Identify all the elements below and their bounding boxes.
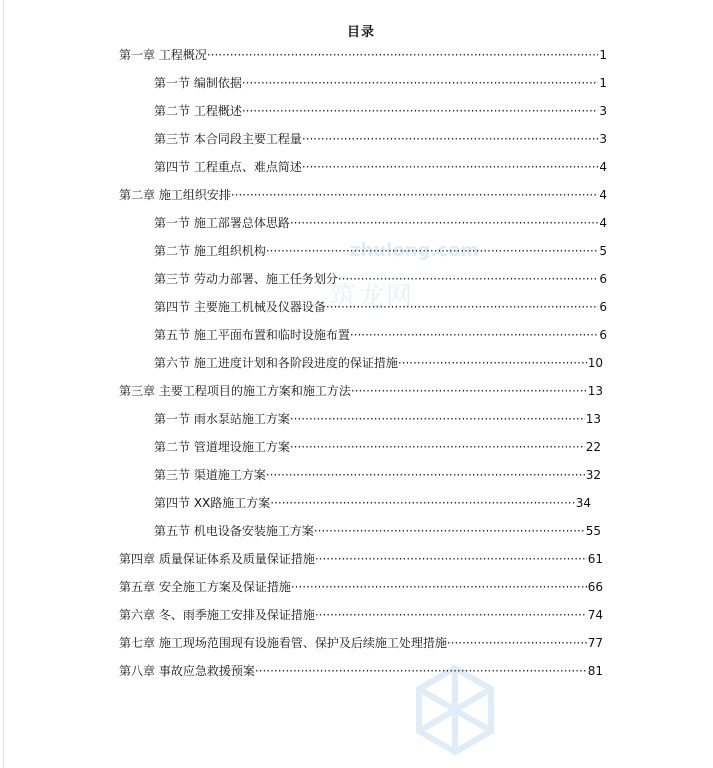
toc-entry[interactable] — [154, 270, 607, 288]
toc-entry-text: 第三节 渠道施工方案 — [154, 468, 266, 482]
toc-page-number: 66 — [587, 580, 603, 594]
toc-page-number: 81 — [587, 664, 603, 678]
toc-page-number: 4 — [599, 188, 607, 202]
toc-entry-text: 第二节 施工组织机构 — [154, 244, 266, 258]
watermark-text-cn: 筑龙网 — [330, 282, 415, 312]
toc-entry-text: 第七章 施工现场范围现有设施看管、保护及后续施工处理措施 — [119, 636, 447, 650]
toc-entry-text: 第一节 雨水泵站施工方案 — [154, 412, 290, 426]
toc-leader-dots — [314, 522, 585, 540]
toc-page-number: 77 — [587, 636, 603, 650]
toc-entry-text: 第五节 机电设备安装施工方案 — [154, 524, 314, 538]
toc-entry[interactable] — [119, 46, 607, 64]
toc-page-number: 3 — [599, 132, 607, 146]
toc-entry-text: 第六节 施工进度计划和各阶段进度的保证措施 — [154, 356, 398, 370]
toc-leader-dots — [302, 130, 599, 148]
toc-leader-dots — [255, 662, 587, 680]
toc-page-number: 55 — [585, 524, 601, 538]
toc-leader-dots — [207, 46, 599, 64]
toc-entry[interactable] — [154, 410, 601, 428]
toc-leader-dots — [270, 494, 574, 512]
toc-entry-text: 第五节 施工平面布置和临时设施布置 — [154, 328, 350, 342]
toc-entry[interactable] — [154, 326, 607, 344]
toc-entry[interactable] — [154, 494, 591, 512]
toc-entry-text: 第四节 工程重点、难点简述 — [154, 160, 302, 174]
toc-leader-dots — [315, 550, 587, 568]
toc-leader-dots — [447, 634, 587, 652]
toc-entry-text: 第一章 工程概况 — [119, 48, 207, 62]
toc-entry-text: 第八章 事故应急救援预案 — [119, 664, 255, 678]
toc-leader-dots — [242, 102, 599, 120]
toc-page-number: 74 — [587, 608, 603, 622]
toc-entry[interactable] — [119, 186, 607, 204]
toc-entry-text: 第二节 工程概述 — [154, 104, 242, 118]
toc-entry-text: 第三节 劳动力部署、施工任务划分 — [154, 272, 338, 286]
toc-entry-text: 第四节 XX路施工方案 — [154, 496, 271, 510]
toc-entry[interactable] — [154, 242, 607, 260]
toc-title: 目录 — [346, 25, 375, 40]
toc-entry[interactable] — [154, 298, 607, 316]
toc-entry[interactable] — [119, 662, 603, 680]
toc-entry[interactable] — [154, 522, 601, 540]
toc-page-number: 6 — [599, 300, 607, 314]
toc-page-number: 1 — [599, 76, 607, 90]
toc-entry[interactable] — [154, 158, 607, 176]
toc-entry[interactable] — [119, 578, 603, 596]
toc-page-number: 22 — [585, 440, 601, 454]
toc-leader-dots — [302, 158, 599, 176]
toc-entry[interactable] — [154, 130, 607, 148]
toc-entry-text: 第一节 编制依据 — [154, 76, 242, 90]
toc-entry[interactable] — [119, 382, 603, 400]
toc-leader-dots — [351, 382, 587, 400]
toc-entry[interactable] — [154, 214, 607, 232]
toc-leader-dots — [350, 326, 599, 344]
toc-entry[interactable] — [154, 466, 601, 484]
toc-leader-dots — [290, 410, 585, 428]
toc-page-number: 5 — [599, 244, 607, 258]
toc-entry-text: 第二章 施工组织安排 — [119, 188, 231, 202]
toc-entry[interactable] — [154, 438, 601, 456]
toc-entry[interactable] — [154, 354, 603, 372]
toc-page-number: 4 — [599, 216, 607, 230]
toc-entry[interactable] — [119, 606, 603, 624]
toc-page-number: 32 — [585, 468, 601, 482]
toc-leader-dots — [231, 186, 599, 204]
toc-leader-dots — [242, 74, 599, 92]
toc-entry[interactable] — [119, 550, 603, 568]
toc-entry[interactable] — [154, 102, 607, 120]
toc-page-number: 3 — [599, 104, 607, 118]
toc-leader-dots — [266, 466, 585, 484]
toc-leader-dots — [315, 606, 587, 624]
toc-entry-text: 第三节 本合同段主要工程量 — [154, 132, 302, 146]
toc-leader-dots — [398, 354, 587, 372]
toc-entry[interactable] — [119, 634, 603, 652]
toc-page-number: 1 — [599, 48, 607, 62]
toc-leader-dots — [290, 214, 599, 232]
toc-page-number: 6 — [599, 272, 607, 286]
toc-leader-dots — [266, 242, 599, 260]
toc-entry-text: 第四章 质量保证体系及质量保证措施 — [119, 552, 315, 566]
toc-page-number: 13 — [585, 412, 601, 426]
toc-leader-dots — [338, 270, 599, 288]
toc-page-number: 4 — [599, 160, 607, 174]
toc-entry-text: 第五章 安全施工方案及保证措施 — [119, 580, 291, 594]
page-border-left — [3, 0, 4, 768]
toc-entry-text: 第一节 施工部署总体思路 — [154, 216, 290, 230]
toc-page-number: 61 — [587, 552, 603, 566]
toc-page-number: 34 — [575, 496, 591, 510]
toc-leader-dots — [326, 298, 599, 316]
toc-leader-dots — [290, 438, 585, 456]
toc-entry-text: 第六章 冬、雨季施工安排及保证措施 — [119, 608, 315, 622]
toc-page-number: 6 — [599, 328, 607, 342]
toc-page-number: 10 — [587, 356, 603, 370]
toc-entry[interactable] — [154, 74, 607, 92]
toc-entry-text: 第四节 主要施工机械及仪器设备 — [154, 300, 326, 314]
toc-page-number: 13 — [587, 384, 603, 398]
watermark-text: zhulong.com — [350, 240, 479, 261]
toc-entry-text: 第三章 主要工程项目的施工方案和施工方法 — [119, 384, 351, 398]
toc-entry-text: 第二节 管道埋设施工方案 — [154, 440, 290, 454]
toc-leader-dots — [291, 578, 587, 596]
